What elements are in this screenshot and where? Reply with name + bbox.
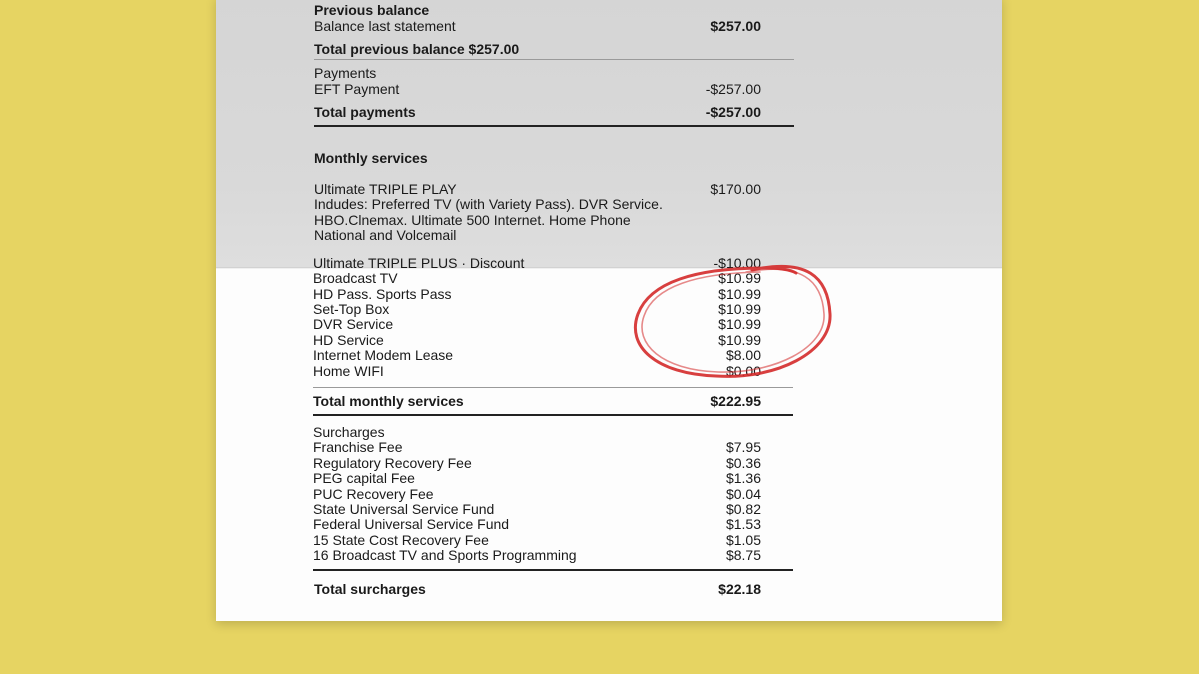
surcharge-item-label: Franchise Fee [313,439,403,455]
service-item-amount: $0.00 [725,363,761,379]
total-monthly-services-amount: $222.95 [710,393,761,409]
eft-payment-amount: -$257.00 [705,81,761,97]
service-item-amount: $10.99 [718,316,761,332]
surcharge-item-label: PUC Recovery Fee [313,486,434,502]
balance-last-statement-amount: $257.00 [710,18,761,34]
surcharge-item-amount: $8.75 [725,547,761,563]
surcharge-item-label: 16 Broadcast TV and Sports Programming [313,547,577,563]
surcharge-item-label: Regulatory Recovery Fee [313,455,472,471]
payments-heading: Payments [314,65,377,81]
surcharge-item-amount: $0.36 [725,455,761,471]
service-item-label: HD Service [313,332,384,348]
service-item-label: Broadcast TV [313,270,398,286]
total-surcharges-label: Total surcharges [314,581,426,597]
surcharge-item-amount: $1.36 [725,470,761,486]
service-item-label: DVR Service [313,316,394,332]
package-desc-line: HBO.Clnemax. Ultimate 500 Internet. Home Phone [314,212,631,228]
service-item-label: Home WIFI [313,363,384,379]
service-item-label: Internet Modem Lease [313,347,454,363]
package-amount: $170.00 [710,181,761,197]
bill-paper [216,0,1002,621]
package-desc-line: Indudes: Preferred TV (with Variety Pass). DVR Service. [314,196,663,212]
package-desc-line: National and Volcemail [314,227,457,243]
service-item-amount: $10.99 [718,301,761,317]
total-surcharges-amount: $22.18 [718,581,761,597]
surcharge-item-amount: $1.05 [725,532,761,548]
service-item-label: HD Pass. Sports Pass [313,286,452,302]
surcharge-item-amount: $0.82 [725,501,761,517]
total-payments-amount: -$257.00 [705,104,761,120]
service-item-label: Set-Top Box [313,301,390,317]
surcharge-item-amount: $1.53 [725,516,761,532]
package-name: Ultimate TRIPLE PLAY [314,181,457,197]
monthly-services-heading: Monthly services [314,150,428,166]
total-monthly-services-label: Total monthly services [313,393,464,409]
red-circle-annotation [216,0,1002,621]
surcharge-item-label: 15 State Cost Recovery Fee [313,532,489,548]
total-previous-balance: Total previous balance $257.00 [314,41,520,57]
balance-last-statement-label: Balance last statement [314,18,456,34]
service-item-amount: $10.99 [718,332,761,348]
surcharge-item-amount: $0.04 [725,486,761,502]
service-item-amount: -$10.00 [713,255,761,271]
total-payments-label: Total payments [314,104,416,120]
surcharge-item-label: Federal Universal Service Fund [313,516,510,532]
previous-balance-heading: Previous balance [314,2,430,18]
service-item-label: Ultimate TRIPLE PLUS · Discount [313,255,525,271]
service-item-amount: $10.99 [718,286,761,302]
eft-payment-label: EFT Payment [314,81,400,97]
surcharges-heading: Surcharges [313,424,385,440]
service-item-amount: $10.99 [718,270,761,286]
surcharge-item-amount: $7.95 [725,439,761,455]
service-item-amount: $8.00 [725,347,761,363]
surcharge-item-label: State Universal Service Fund [313,501,495,517]
surcharge-item-label: PEG capital Fee [313,470,415,486]
